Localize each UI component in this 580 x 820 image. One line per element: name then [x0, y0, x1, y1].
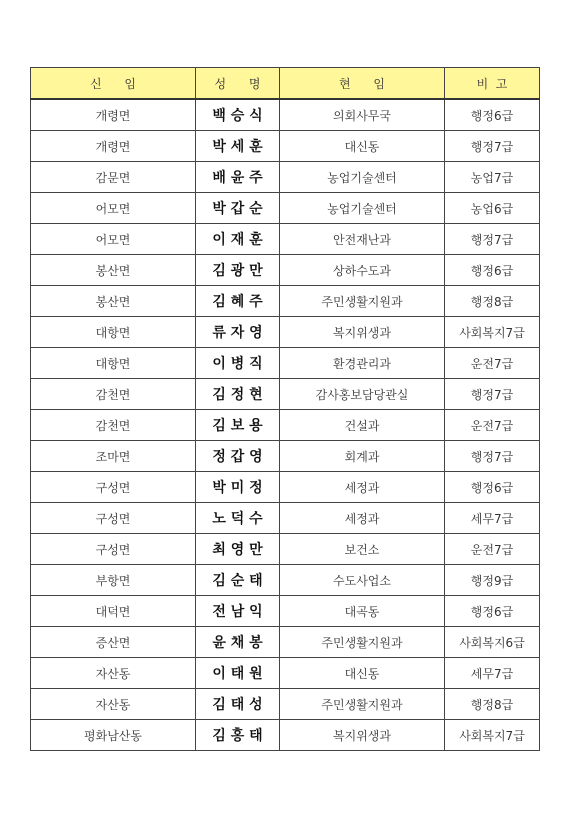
- name-cell: 이 병 직: [196, 348, 280, 379]
- current-post-cell: 세정과: [280, 503, 445, 534]
- remarks-cell: 행정7급: [445, 441, 540, 472]
- header-remarks: 비 고: [445, 68, 540, 100]
- remarks-cell: 행정7급: [445, 131, 540, 162]
- table-row: [31, 317, 540, 348]
- new-post-cell: 감천면: [31, 410, 196, 441]
- new-post-cell: 봉산면: [31, 286, 196, 317]
- name-cell: 배 윤 주: [196, 162, 280, 193]
- new-post-cell: 구성면: [31, 534, 196, 565]
- new-post-cell: 증산면: [31, 627, 196, 658]
- table-row: [31, 534, 540, 565]
- name-cell: 정 갑 영: [196, 441, 280, 472]
- name-cell: 이 재 훈: [196, 224, 280, 255]
- current-post-cell: 주민생활지원과: [280, 689, 445, 720]
- current-post-cell: 회계과: [280, 441, 445, 472]
- new-post-cell: 감문면: [31, 162, 196, 193]
- current-post-cell: 환경관리과: [280, 348, 445, 379]
- remarks-cell: 행정8급: [445, 286, 540, 317]
- remarks-cell: 사회복지7급: [445, 720, 540, 751]
- table-row: [31, 472, 540, 503]
- new-post-cell: 봉산면: [31, 255, 196, 286]
- name-cell: 김 홍 태: [196, 720, 280, 751]
- current-post-cell: 의회사무국: [280, 99, 445, 131]
- table-header: [31, 68, 540, 100]
- name-cell: 김 정 현: [196, 379, 280, 410]
- table-row: [31, 131, 540, 162]
- name-cell: 전 남 익: [196, 596, 280, 627]
- new-post-cell: 자산동: [31, 658, 196, 689]
- table-row: [31, 689, 540, 720]
- remarks-cell: 사회복지6급: [445, 627, 540, 658]
- personnel-table: [30, 67, 540, 751]
- name-cell: 김 보 용: [196, 410, 280, 441]
- remarks-cell: 행정7급: [445, 224, 540, 255]
- table-row: [31, 224, 540, 255]
- name-cell: 김 광 만: [196, 255, 280, 286]
- new-post-cell: 어모면: [31, 193, 196, 224]
- current-post-cell: 보건소: [280, 534, 445, 565]
- name-cell: 최 영 만: [196, 534, 280, 565]
- table-body: [31, 99, 540, 751]
- current-post-cell: 농업기술센터: [280, 162, 445, 193]
- name-cell: 김 태 성: [196, 689, 280, 720]
- current-post-cell: 세정과: [280, 472, 445, 503]
- remarks-cell: 행정6급: [445, 472, 540, 503]
- remarks-cell: 사회복지7급: [445, 317, 540, 348]
- new-post-cell: 구성면: [31, 472, 196, 503]
- current-post-cell: 대신동: [280, 131, 445, 162]
- new-post-cell: 개령면: [31, 131, 196, 162]
- current-post-cell: 건설과: [280, 410, 445, 441]
- table-row: [31, 410, 540, 441]
- table-row: [31, 565, 540, 596]
- remarks-cell: 행정7급: [445, 379, 540, 410]
- new-post-cell: 평화남산동: [31, 720, 196, 751]
- header-row: [31, 68, 540, 100]
- name-cell: 백 승 식: [196, 99, 280, 131]
- remarks-cell: 행정8급: [445, 689, 540, 720]
- name-cell: 류 자 영: [196, 317, 280, 348]
- table-row: [31, 286, 540, 317]
- table-row: [31, 596, 540, 627]
- table-row: [31, 193, 540, 224]
- current-post-cell: 안전재난과: [280, 224, 445, 255]
- current-post-cell: 대신동: [280, 658, 445, 689]
- table-row: [31, 658, 540, 689]
- new-post-cell: 대항면: [31, 348, 196, 379]
- remarks-cell: 행정6급: [445, 255, 540, 286]
- table-row: [31, 162, 540, 193]
- name-cell: 박 미 정: [196, 472, 280, 503]
- table-row: [31, 720, 540, 751]
- name-cell: 김 순 태: [196, 565, 280, 596]
- current-post-cell: 수도사업소: [280, 565, 445, 596]
- current-post-cell: 주민생활지원과: [280, 627, 445, 658]
- table-row: [31, 255, 540, 286]
- new-post-cell: 구성면: [31, 503, 196, 534]
- remarks-cell: 행정6급: [445, 99, 540, 131]
- new-post-cell: 감천면: [31, 379, 196, 410]
- current-post-cell: 복지위생과: [280, 317, 445, 348]
- current-post-cell: 감사홍보담당관실: [280, 379, 445, 410]
- name-cell: 노 덕 수: [196, 503, 280, 534]
- remarks-cell: 농업6급: [445, 193, 540, 224]
- name-cell: 윤 채 봉: [196, 627, 280, 658]
- current-post-cell: 주민생활지원과: [280, 286, 445, 317]
- table-row: [31, 441, 540, 472]
- header-current-post: 현 임: [280, 68, 445, 100]
- name-cell: 박 갑 순: [196, 193, 280, 224]
- name-cell: 이 태 원: [196, 658, 280, 689]
- table-row: [31, 503, 540, 534]
- new-post-cell: 대항면: [31, 317, 196, 348]
- new-post-cell: 개령면: [31, 99, 196, 131]
- header-new-post: 신 임: [31, 68, 196, 100]
- remarks-cell: 세무7급: [445, 658, 540, 689]
- new-post-cell: 조마면: [31, 441, 196, 472]
- current-post-cell: 상하수도과: [280, 255, 445, 286]
- new-post-cell: 어모면: [31, 224, 196, 255]
- remarks-cell: 세무7급: [445, 503, 540, 534]
- remarks-cell: 행정9급: [445, 565, 540, 596]
- remarks-cell: 행정6급: [445, 596, 540, 627]
- new-post-cell: 대덕면: [31, 596, 196, 627]
- name-cell: 김 혜 주: [196, 286, 280, 317]
- table-row: [31, 379, 540, 410]
- current-post-cell: 복지위생과: [280, 720, 445, 751]
- current-post-cell: 대곡동: [280, 596, 445, 627]
- table-row: [31, 627, 540, 658]
- table-row: [31, 348, 540, 379]
- remarks-cell: 농업7급: [445, 162, 540, 193]
- table-row: [31, 99, 540, 131]
- new-post-cell: 자산동: [31, 689, 196, 720]
- current-post-cell: 농업기술센터: [280, 193, 445, 224]
- header-name: 성 명: [196, 68, 280, 100]
- name-cell: 박 세 훈: [196, 131, 280, 162]
- remarks-cell: 운전7급: [445, 410, 540, 441]
- remarks-cell: 운전7급: [445, 534, 540, 565]
- new-post-cell: 부항면: [31, 565, 196, 596]
- remarks-cell: 운전7급: [445, 348, 540, 379]
